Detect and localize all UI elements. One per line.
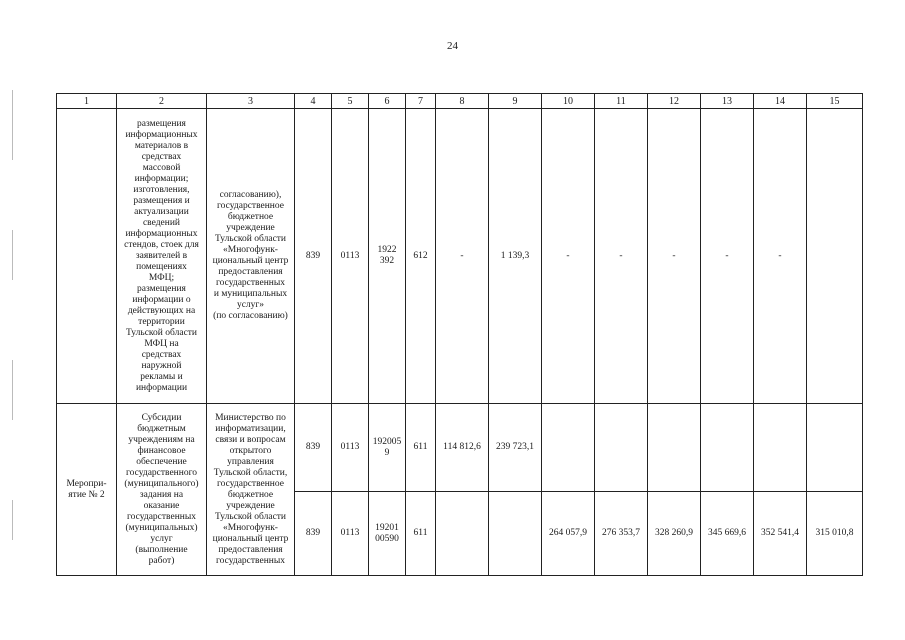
column-header: 13 (701, 94, 754, 109)
table-cell (117, 404, 207, 576)
margin-mark (12, 90, 13, 160)
table-cell: 611 (406, 492, 436, 576)
column-header: 9 (489, 94, 542, 109)
table-cell (754, 404, 807, 492)
header-row (57, 94, 863, 109)
table-cell (207, 109, 295, 404)
table-cell (648, 404, 701, 492)
table-cell: 114 812,6 (436, 404, 489, 492)
column-header: 6 (369, 94, 406, 109)
column-header: 3 (207, 94, 295, 109)
table-cell (807, 109, 863, 404)
table-cell (542, 404, 595, 492)
table-cell (807, 404, 863, 492)
table-cell: 352 541,4 (754, 492, 807, 576)
table-cell: 19201 00590 (369, 492, 406, 576)
measure-name: Меропри- ятие № 2 (66, 478, 107, 500)
table-cell (207, 404, 295, 576)
table-cell: 328 260,9 (648, 492, 701, 576)
column-header: 1 (57, 94, 117, 109)
column-header: 14 (754, 94, 807, 109)
table-cell: 839 (295, 404, 332, 492)
table-cell: - (754, 109, 807, 404)
column-header: 2 (117, 94, 207, 109)
activity-description: размещения информационных материалов в средствах массовой информации; изготовления, размещения и актуализации сведений информационных стендов, стоек для заявителей в помещениях МФЦ; размещения информации о действующих на территории Тульской области МФЦ на средствах наружной рекламы и информации (124, 118, 199, 393)
column-header: 11 (595, 94, 648, 109)
table-cell: 1 139,3 (489, 109, 542, 404)
table-cell (701, 404, 754, 492)
table-cell: 276 353,7 (595, 492, 648, 576)
page-number: 24 (447, 40, 458, 52)
table-row (57, 109, 863, 404)
table-cell: - (542, 109, 595, 404)
column-header: 7 (406, 94, 436, 109)
table-cell: 0113 (332, 404, 369, 492)
table-cell: - (436, 109, 489, 404)
column-header: 5 (332, 94, 369, 109)
margin-mark (12, 500, 13, 540)
table-cell: 1922 392 (369, 109, 406, 404)
table-cell: - (595, 109, 648, 404)
executor-description: согласованию), государственное бюджетное учреждение Тульской области «Многофунк- циональный центр предоставления государственных и муниципальных услуг» (по согласованию) (212, 190, 289, 321)
table-cell (117, 109, 207, 404)
table-cell: 0113 (332, 492, 369, 576)
table-cell: 315 010,8 (807, 492, 863, 576)
table-cell: 345 669,6 (701, 492, 754, 576)
table-cell: 192005 9 (369, 404, 406, 492)
table-cell: 611 (406, 404, 436, 492)
table-cell: 839 (295, 492, 332, 576)
measure-description: Субсидии бюджетным учреждениям на финансовое обеспечение государственного (муниципального) задания на оказание государственных (муниципальных) услуг (выполнение работ) (124, 412, 199, 566)
margin-mark (12, 230, 13, 280)
table-cell: 839 (295, 109, 332, 404)
table-cell: 264 057,9 (542, 492, 595, 576)
table-cell: - (701, 109, 754, 404)
table-cell (436, 492, 489, 576)
table-cell (489, 492, 542, 576)
measure-executor: Министерство по информатизации, связи и вопросам открытого управления Тульской области, государственное бюджетное учреждение Тульской области «Многофунк- циональный центр предоставления государственных (212, 412, 289, 566)
column-header: 10 (542, 94, 595, 109)
table-row (57, 404, 863, 492)
column-header: 8 (436, 94, 489, 109)
table-cell: 0113 (332, 109, 369, 404)
table-cell (595, 404, 648, 492)
table-cell: 239 723,1 (489, 404, 542, 492)
budget-table (56, 93, 863, 576)
table-cell: 612 (406, 109, 436, 404)
margin-mark (12, 360, 13, 420)
column-header: 12 (648, 94, 701, 109)
table-cell (57, 109, 117, 404)
column-header: 4 (295, 94, 332, 109)
column-header: 15 (807, 94, 863, 109)
table-cell: - (648, 109, 701, 404)
measure-name-cell (57, 404, 117, 576)
